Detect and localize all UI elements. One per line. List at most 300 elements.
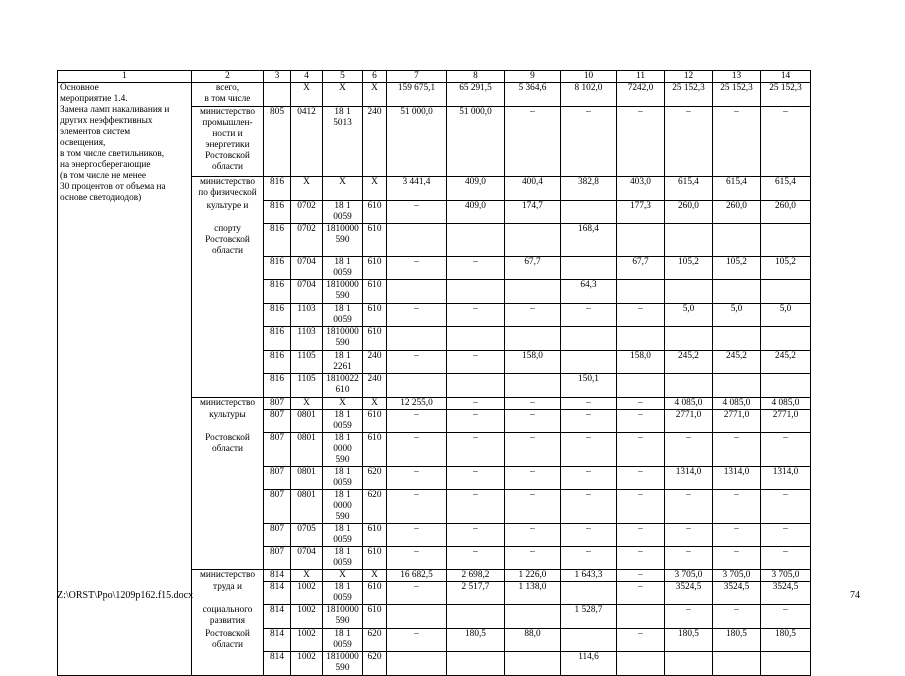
value-cell: 807: [264, 524, 291, 547]
header-cell: 11: [617, 71, 665, 83]
value-cell: –: [561, 398, 617, 410]
value-cell: –: [617, 410, 665, 433]
executor-cell: [192, 467, 264, 490]
value-cell: [387, 224, 447, 257]
value-cell: 0704: [291, 257, 323, 280]
activity-description-line: в том числе светильников,: [60, 149, 165, 159]
value-cell: 158,0: [617, 351, 665, 374]
value-cell: [561, 257, 617, 280]
value-cell: [713, 652, 761, 676]
value-cell: [617, 224, 665, 257]
value-cell: 67,7: [617, 257, 665, 280]
value-cell: 3 705,0: [713, 570, 761, 582]
value-cell: 64,3: [561, 280, 617, 304]
footer-page-number: 74: [850, 590, 860, 601]
value-cell: –: [617, 570, 665, 582]
header-cell: 8: [447, 71, 505, 83]
value-cell: [387, 280, 447, 304]
executor-cell: [192, 374, 264, 398]
value-cell: 240: [363, 351, 387, 374]
value-cell: –: [447, 351, 505, 374]
value-cell: –: [447, 410, 505, 433]
value-cell: 260,0: [665, 201, 713, 224]
value-cell: [505, 374, 561, 398]
value-cell: 4 085,0: [713, 398, 761, 410]
value-cell: X: [291, 177, 323, 201]
value-cell: 814: [264, 652, 291, 676]
value-cell: 2771,0: [761, 410, 811, 433]
activity-description-line: Замена ламп накаливания и: [60, 105, 170, 115]
value-cell: 610: [363, 304, 387, 327]
value-cell: 18 1 0059: [323, 524, 363, 547]
value-cell: 1002: [291, 605, 323, 629]
value-cell: 816: [264, 327, 291, 351]
header-cell: 9: [505, 71, 561, 83]
value-cell: 18 1 0000 590: [323, 433, 363, 467]
value-cell: [761, 652, 811, 676]
value-cell: –: [665, 605, 713, 629]
value-cell: 1314,0: [761, 467, 811, 490]
value-cell: –: [505, 524, 561, 547]
footer-file-path: Z:\ORST\Ppo\1209p162.f15.docx: [57, 590, 194, 601]
header-cell: 4: [291, 71, 323, 83]
value-cell: –: [617, 524, 665, 547]
value-cell: 1103: [291, 304, 323, 327]
value-cell: [617, 652, 665, 676]
value-cell: –: [761, 433, 811, 467]
value-cell: 1105: [291, 351, 323, 374]
value-cell: [665, 224, 713, 257]
value-cell: 18 1 0059: [323, 467, 363, 490]
value-cell: 180,5: [713, 629, 761, 652]
value-cell: [617, 374, 665, 398]
value-cell: 0801: [291, 410, 323, 433]
value-cell: –: [447, 547, 505, 570]
value-cell: 18 1 0059: [323, 547, 363, 570]
value-cell: –: [617, 629, 665, 652]
value-cell: 610: [363, 547, 387, 570]
executor-cell: культуре и: [192, 201, 264, 224]
executor-cell: культуры: [192, 410, 264, 433]
header-cell: 13: [713, 71, 761, 83]
value-cell: X: [363, 398, 387, 410]
activity-description-line: освещения,: [60, 138, 106, 148]
value-cell: –: [561, 467, 617, 490]
value-cell: 3524,5: [713, 582, 761, 605]
value-cell: 1810000 590: [323, 652, 363, 676]
value-cell: 180,5: [761, 629, 811, 652]
value-cell: 409,0: [447, 201, 505, 224]
value-cell: [447, 280, 505, 304]
value-cell: 168,4: [561, 224, 617, 257]
value-cell: –: [387, 201, 447, 224]
executor-cell: [192, 327, 264, 351]
value-cell: 18 1 5013: [323, 107, 363, 177]
value-cell: –: [713, 433, 761, 467]
value-cell: –: [665, 433, 713, 467]
executor-cell: социального развития: [192, 605, 264, 629]
value-cell: [713, 327, 761, 351]
value-cell: 18 1 0000 590: [323, 490, 363, 524]
value-cell: –: [447, 524, 505, 547]
value-cell: 620: [363, 467, 387, 490]
value-cell: 814: [264, 582, 291, 605]
activity-description-cell: [58, 83, 192, 676]
value-cell: 2 517,7: [447, 582, 505, 605]
value-cell: 0704: [291, 280, 323, 304]
value-cell: 610: [363, 582, 387, 605]
value-cell: –: [561, 433, 617, 467]
value-cell: 620: [363, 652, 387, 676]
value-cell: 805: [264, 107, 291, 177]
value-cell: [761, 224, 811, 257]
activity-description-line: 30 процентов от объема на: [60, 182, 166, 192]
executor-cell: министерство: [192, 398, 264, 410]
value-cell: –: [665, 490, 713, 524]
value-cell: 245,2: [713, 351, 761, 374]
executor-cell: [192, 652, 264, 676]
value-cell: –: [761, 605, 811, 629]
value-cell: –: [617, 467, 665, 490]
value-cell: [617, 280, 665, 304]
value-cell: –: [387, 410, 447, 433]
executor-cell: [192, 257, 264, 280]
value-cell: 1 138,0: [505, 582, 561, 605]
value-cell: 158,0: [505, 351, 561, 374]
value-cell: 3 705,0: [761, 570, 811, 582]
activity-description-line: элементов систем: [60, 127, 131, 137]
value-cell: –: [665, 547, 713, 570]
value-cell: 0702: [291, 201, 323, 224]
value-cell: 4 085,0: [761, 398, 811, 410]
value-cell: 105,2: [713, 257, 761, 280]
value-cell: –: [617, 582, 665, 605]
value-cell: –: [713, 490, 761, 524]
value-cell: 610: [363, 327, 387, 351]
executor-cell: Ростовской области: [192, 629, 264, 652]
value-cell: 807: [264, 547, 291, 570]
value-cell: 3524,5: [761, 582, 811, 605]
header-row: [58, 71, 811, 83]
value-cell: –: [617, 304, 665, 327]
value-cell: [387, 652, 447, 676]
header-cell: 5: [323, 71, 363, 83]
value-cell: 105,2: [761, 257, 811, 280]
value-cell: –: [713, 524, 761, 547]
value-cell: –: [561, 304, 617, 327]
value-cell: 0801: [291, 490, 323, 524]
value-cell: [447, 374, 505, 398]
value-cell: [617, 327, 665, 351]
value-cell: [713, 280, 761, 304]
value-cell: X: [323, 398, 363, 410]
value-cell: –: [387, 433, 447, 467]
value-cell: –: [561, 490, 617, 524]
value-cell: 1810000 590: [323, 605, 363, 629]
value-cell: 1810000 590: [323, 280, 363, 304]
value-cell: –: [761, 490, 811, 524]
value-cell: 610: [363, 257, 387, 280]
value-cell: –: [761, 524, 811, 547]
value-cell: X: [291, 570, 323, 582]
value-cell: 240: [363, 374, 387, 398]
value-cell: 0704: [291, 547, 323, 570]
value-cell: 1103: [291, 327, 323, 351]
value-cell: 1810022 610: [323, 374, 363, 398]
value-cell: 610: [363, 280, 387, 304]
executor-cell: Ростовской области: [192, 433, 264, 467]
value-cell: –: [387, 629, 447, 652]
value-cell: –: [761, 107, 811, 177]
value-cell: [505, 327, 561, 351]
value-cell: [561, 201, 617, 224]
value-cell: –: [387, 582, 447, 605]
executor-cell: [192, 524, 264, 547]
value-cell: 610: [363, 201, 387, 224]
value-cell: 18 1 0059: [323, 629, 363, 652]
value-cell: 610: [363, 524, 387, 547]
table-sheet: [57, 70, 811, 676]
value-cell: 620: [363, 490, 387, 524]
value-cell: –: [447, 304, 505, 327]
value-cell: –: [505, 467, 561, 490]
value-cell: 260,0: [761, 201, 811, 224]
value-cell: 816: [264, 257, 291, 280]
value-cell: –: [617, 433, 665, 467]
value-cell: –: [505, 304, 561, 327]
header-cell: 12: [665, 71, 713, 83]
value-cell: 177,3: [617, 201, 665, 224]
value-cell: –: [387, 304, 447, 327]
value-cell: 180,5: [665, 629, 713, 652]
value-cell: –: [713, 107, 761, 177]
value-cell: –: [617, 547, 665, 570]
value-cell: 816: [264, 280, 291, 304]
value-cell: 807: [264, 467, 291, 490]
value-cell: 816: [264, 224, 291, 257]
value-cell: [447, 605, 505, 629]
value-cell: 174,7: [505, 201, 561, 224]
value-cell: 807: [264, 490, 291, 524]
value-cell: 1002: [291, 629, 323, 652]
value-cell: 5,0: [665, 304, 713, 327]
value-cell: 0801: [291, 467, 323, 490]
executor-cell: [192, 351, 264, 374]
value-cell: [561, 629, 617, 652]
value-cell: 114,6: [561, 652, 617, 676]
value-cell: 5,0: [761, 304, 811, 327]
value-cell: 2771,0: [665, 410, 713, 433]
value-cell: [665, 652, 713, 676]
value-cell: –: [713, 605, 761, 629]
value-cell: –: [387, 467, 447, 490]
activity-description-line: основе светодиодов): [60, 193, 142, 203]
value-cell: [713, 224, 761, 257]
value-cell: –: [387, 257, 447, 280]
value-cell: 51 000,0: [387, 107, 447, 177]
value-cell: 67,7: [505, 257, 561, 280]
value-cell: 807: [264, 433, 291, 467]
value-cell: 1810000 590: [323, 224, 363, 257]
value-cell: 409,0: [447, 177, 505, 201]
value-cell: [665, 280, 713, 304]
header-cell: 3: [264, 71, 291, 83]
value-cell: 3 705,0: [665, 570, 713, 582]
executor-cell: министерство по физической: [192, 177, 264, 201]
value-cell: 3524,5: [665, 582, 713, 605]
value-cell: –: [505, 433, 561, 467]
value-cell: 2771,0: [713, 410, 761, 433]
header-cell: 7: [387, 71, 447, 83]
header-cell: 2: [192, 71, 264, 83]
value-cell: 400,4: [505, 177, 561, 201]
header-cell: 10: [561, 71, 617, 83]
value-cell: [761, 327, 811, 351]
value-cell: 18 1 0059: [323, 582, 363, 605]
value-cell: 5,0: [713, 304, 761, 327]
activity-description-line: мероприятие 1.4.: [60, 94, 128, 104]
value-cell: –: [665, 107, 713, 177]
value-cell: 245,2: [761, 351, 811, 374]
value-cell: –: [665, 524, 713, 547]
value-cell: [447, 327, 505, 351]
value-cell: [447, 652, 505, 676]
value-cell: 610: [363, 605, 387, 629]
value-cell: [505, 652, 561, 676]
value-cell: 180,5: [447, 629, 505, 652]
value-cell: 382,8: [561, 177, 617, 201]
value-cell: 620: [363, 629, 387, 652]
value-cell: X: [363, 83, 387, 107]
executor-cell: всего, в том числе: [192, 83, 264, 107]
executor-cell: [192, 490, 264, 524]
value-cell: 807: [264, 410, 291, 433]
value-cell: X: [323, 83, 363, 107]
activity-description-line: (в том числе не менее: [60, 171, 146, 181]
value-cell: 16 682,5: [387, 570, 447, 582]
value-cell: 610: [363, 433, 387, 467]
value-cell: 610: [363, 410, 387, 433]
value-cell: 8 102,0: [561, 83, 617, 107]
value-cell: 1002: [291, 652, 323, 676]
value-cell: [761, 374, 811, 398]
value-cell: 1810000 590: [323, 327, 363, 351]
value-cell: 615,4: [665, 177, 713, 201]
value-cell: –: [447, 490, 505, 524]
value-cell: X: [291, 398, 323, 410]
value-cell: 88,0: [505, 629, 561, 652]
value-cell: 0412: [291, 107, 323, 177]
value-cell: –: [447, 433, 505, 467]
executor-cell: министерство промышлен- ности и энергетики Ростовской области: [192, 107, 264, 177]
value-cell: –: [713, 547, 761, 570]
value-cell: –: [387, 351, 447, 374]
value-cell: 816: [264, 374, 291, 398]
value-cell: 51 000,0: [447, 107, 505, 177]
executor-cell: [192, 304, 264, 327]
value-cell: 0801: [291, 433, 323, 467]
value-cell: –: [617, 107, 665, 177]
value-cell: 105,2: [665, 257, 713, 280]
value-cell: [447, 224, 505, 257]
value-cell: X: [323, 570, 363, 582]
value-cell: 3 441,4: [387, 177, 447, 201]
value-cell: 2 698,2: [447, 570, 505, 582]
value-cell: –: [505, 398, 561, 410]
table-body: [58, 71, 811, 676]
value-cell: –: [447, 398, 505, 410]
value-cell: 159 675,1: [387, 83, 447, 107]
value-cell: 4 085,0: [665, 398, 713, 410]
activity-description-line: других неэффективных: [60, 116, 153, 126]
value-cell: 25 152,3: [665, 83, 713, 107]
value-cell: [713, 374, 761, 398]
value-cell: –: [505, 490, 561, 524]
header-cell: 14: [761, 71, 811, 83]
value-cell: –: [505, 410, 561, 433]
value-cell: –: [561, 410, 617, 433]
value-cell: 615,4: [761, 177, 811, 201]
value-cell: 25 152,3: [713, 83, 761, 107]
value-cell: 615,4: [713, 177, 761, 201]
value-cell: [264, 83, 291, 107]
value-cell: 1314,0: [713, 467, 761, 490]
value-cell: [387, 327, 447, 351]
value-cell: 610: [363, 224, 387, 257]
value-cell: [561, 327, 617, 351]
value-cell: 18 1 0059: [323, 410, 363, 433]
activity-description-line: Основное: [60, 83, 99, 93]
value-cell: 7242,0: [617, 83, 665, 107]
value-cell: 245,2: [665, 351, 713, 374]
value-cell: 150,1: [561, 374, 617, 398]
value-cell: –: [561, 107, 617, 177]
value-cell: 18 1 2261: [323, 351, 363, 374]
value-cell: 0705: [291, 524, 323, 547]
value-cell: –: [387, 524, 447, 547]
value-cell: –: [447, 257, 505, 280]
value-cell: 25 152,3: [761, 83, 811, 107]
value-cell: [617, 605, 665, 629]
value-cell: 65 291,5: [447, 83, 505, 107]
value-cell: 1 528,7: [561, 605, 617, 629]
value-cell: 816: [264, 351, 291, 374]
value-cell: –: [505, 547, 561, 570]
value-cell: 1105: [291, 374, 323, 398]
executor-cell: [192, 547, 264, 570]
value-cell: –: [561, 547, 617, 570]
value-cell: 240: [363, 107, 387, 177]
value-cell: 0702: [291, 224, 323, 257]
value-cell: 403,0: [617, 177, 665, 201]
header-cell: 6: [363, 71, 387, 83]
value-cell: [561, 351, 617, 374]
value-cell: 18 1 0059: [323, 201, 363, 224]
value-cell: 5 364,6: [505, 83, 561, 107]
value-cell: [387, 374, 447, 398]
header-cell: 1: [58, 71, 192, 83]
value-cell: 816: [264, 201, 291, 224]
value-cell: –: [447, 467, 505, 490]
value-cell: [505, 280, 561, 304]
value-cell: 814: [264, 605, 291, 629]
value-cell: 1002: [291, 582, 323, 605]
value-cell: 1 226,0: [505, 570, 561, 582]
value-cell: –: [761, 547, 811, 570]
value-cell: 1314,0: [665, 467, 713, 490]
value-cell: [665, 327, 713, 351]
value-cell: 260,0: [713, 201, 761, 224]
